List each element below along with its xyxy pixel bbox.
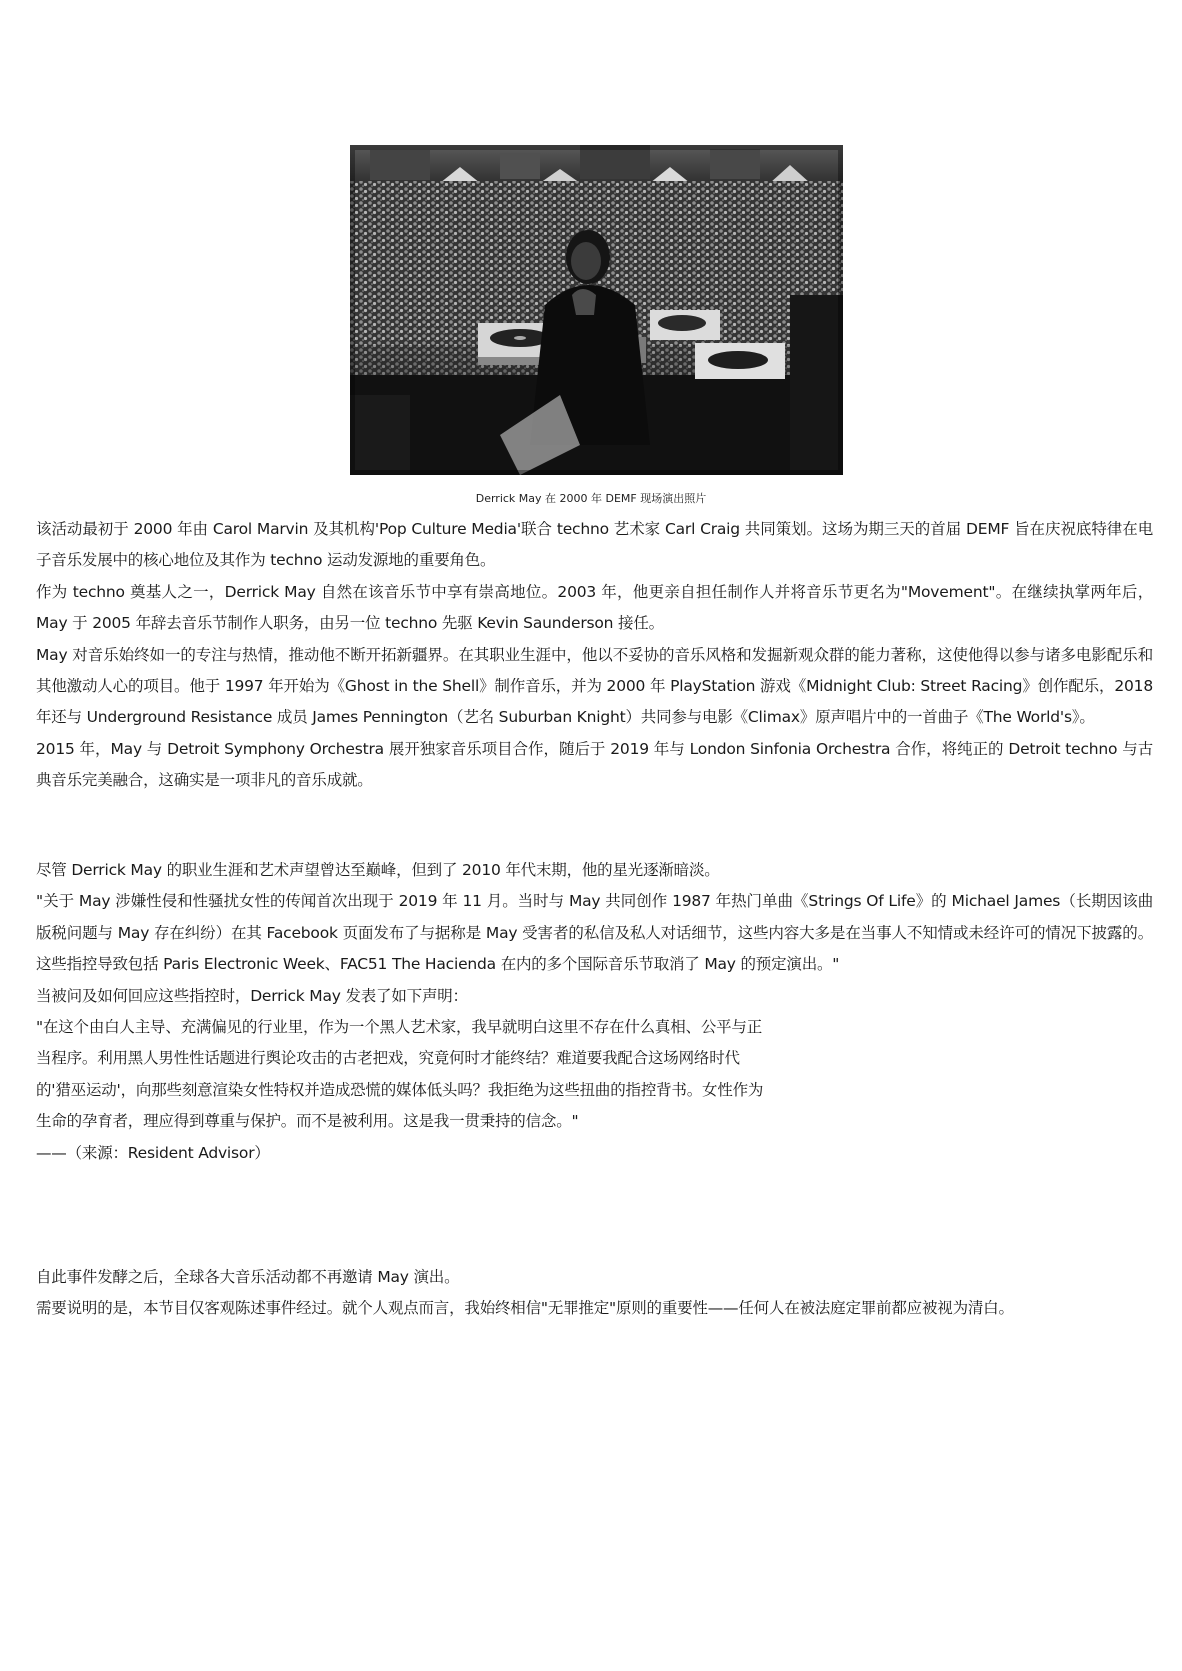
performance-photo <box>350 145 843 475</box>
paragraph-aftermath: 自此事件发酵之后，全球各大音乐活动都不再邀请 May 演出。 <box>36 1268 460 1286</box>
paragraph-orchestra-collab: 2015 年，May 与 Detroit Symphony Orchestra 展开独家音乐项目合作，随后于 2019 年与 London Sinfonia Orchestra 合作，将纯正的 Detroit techno 与古典音乐完美融合，这确实是一项非凡的音乐成就。 <box>36 739 1153 790</box>
quote-text: "在这个由白人主导、充满偏见的行业里，作为一个黑人艺术家，我早就明白这里不存在什么真相、公平与正当程序。利用黑人男性性话题进行舆论攻击的古老把戏，究竟何时才能终结？难道要我配合这场网络时代的'猎巫运动'，向那些刻意渲染女性特权并造成恐慌的媒体低头吗？我拒绝为这些扭曲的指控背书。女性作为生命的孕育者，理应得到尊重与保护。而不是被利用。这是我一贯秉持的信念。" <box>36 1018 764 1131</box>
photo-caption: Derrick May 在 2000 年 DEMF 现场演出照片 <box>475 492 707 505</box>
article-section-aftermath <box>36 1262 1153 1325</box>
paragraph-response-intro: 当被问及如何回应这些指控时，Derrick May 发表了如下声明： <box>36 986 468 1005</box>
paragraph-disclaimer: 需要说明的是，本节目仅客观陈述事件经过。就个人观点而言，我始终相信"无罪推定"原则的重要性——任何人在被法庭定罪前都应被视为清白。 <box>36 1299 1014 1318</box>
statement-quote <box>36 1012 771 1169</box>
paragraph-allegation-details: "关于 May 涉嫌性侵和性骚扰女性的传闻首次出现于 2019 年 11 月。当时与 May 共同创作 1987 年热门单曲《Strings Of Life》的 Michael James（长期因该曲版税问题与 May 存在纠纷）在其 Facebook 页面发布了与据称是 May 受害者的私信及私人对话细节，这些内容大多是在当事人不知情或未经许可的情况下披露的。这些指控导致包括 Paris Electronic Week、FAC51 The Hacienda 在内的多个国际音乐节取消了 May 的预定演出。" <box>36 892 1153 974</box>
article-section-allegations <box>36 855 1153 1169</box>
quote-source: ——（来源：Resident Advisor） <box>36 1143 270 1162</box>
paragraph-demf-origin: 该活动最初于 2000 年由 Carol Marvin 及其机构'Pop Culture Media'联合 techno 艺术家 Carl Craig 共同策划。这场为期三天的首届 DEMF 旨在庆祝底特律在电子音乐发展中的核心地位及其作为 techno 运动发源地的重要角色。 <box>36 520 1153 570</box>
article-section-history <box>36 514 1153 797</box>
paragraph-movement-rename: 作为 techno 奠基人之一，Derrick May 自然在该音乐节中享有崇高地位。2003 年，他更亲自担任制作人并将音乐节更名为"Movement"。在继续执掌两年后，May 于 2005 年辞去音乐节制作人职务，由另一位 techno 先驱 Kevin Saunderson 接任。 <box>36 582 1153 633</box>
paragraph-soundtrack-work: May 对音乐始终如一的专注与热情，推动他不断开拓新疆界。在其职业生涯中，他以不妥协的音乐风格和发掘新观众群的能力著称，这使他得以参与诸多电影配乐和其他激动人心的项目。他于 1997 年开始为《Ghost in the Shell》制作音乐，并为 2000 年 PlayStation 游戏《Midnight Club: Street Racing》创作配乐，2018 年还与 Underground Resistance 成员 James Pennington（艺名 Suburban Knight）共同参与电影《Climax》原声唱片中的一首曲子《The World's》。 <box>36 645 1153 727</box>
paragraph-decline-intro: 尽管 Derrick May 的职业生涯和艺术声望曾达至巅峰，但到了 2010 年代末期，他的星光逐渐暗淡。 <box>36 861 720 879</box>
